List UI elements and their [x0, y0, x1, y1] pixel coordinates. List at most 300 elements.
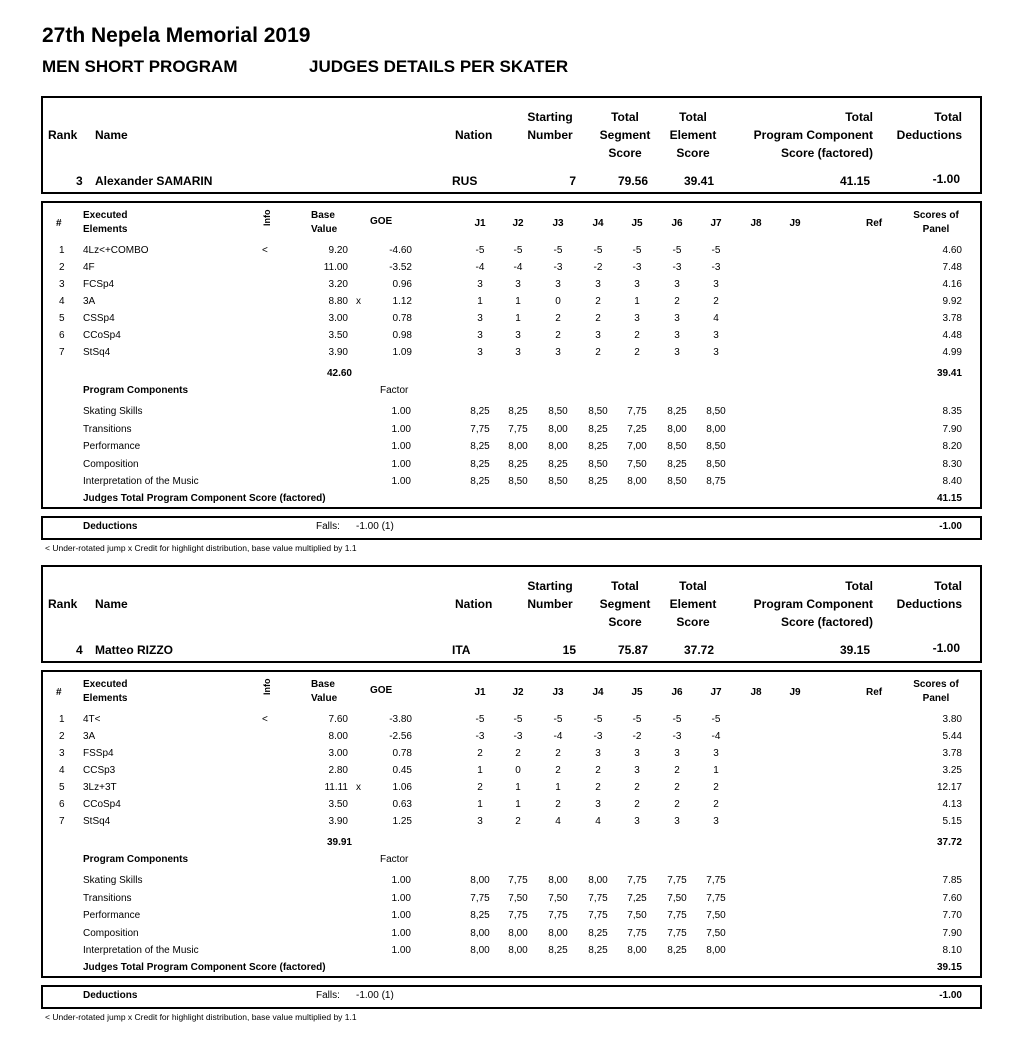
- skater-2-component-factor: 1.00: [391, 927, 411, 939]
- skater-1-start-number: 7: [569, 174, 576, 188]
- skater-2-element-base-value: 11.11: [324, 782, 348, 793]
- skater-1-element-judge-score: -3: [672, 262, 682, 273]
- skater-1-element-judge-score: 3: [674, 279, 680, 290]
- skater-1-name-header: Name: [95, 128, 128, 142]
- skater-2-element-num: 4: [59, 765, 65, 776]
- skater-1-component-factor: 1.00: [391, 458, 411, 470]
- skater-1-component-judge-score: 8,50: [548, 476, 568, 488]
- skater-2-element-goe: 0.45: [392, 765, 412, 776]
- skater-1-element-base-value: 3.20: [328, 279, 348, 290]
- skater-1-component-judge-score: 8,50: [667, 441, 687, 453]
- skater-1-element-judge-score: 3: [515, 347, 521, 358]
- skater-1-element-num: 2: [59, 262, 65, 273]
- skater-2-element-judge-score: 3: [713, 748, 719, 759]
- skater-1-component-judge-score: 7,25: [627, 423, 647, 435]
- skater-2-component-judge-score: 8,00: [508, 927, 528, 939]
- skater-2-factor-header: Factor: [380, 854, 409, 865]
- skater-1-nation-header: Nation: [455, 128, 493, 142]
- skater-2-component-judge-score: 8,25: [548, 945, 568, 957]
- skater-1-element-judge-score: 2: [555, 330, 561, 341]
- skater-1-element-judge-score: 3: [674, 347, 680, 358]
- skater-1-component-panel-score: 7.90: [942, 423, 962, 435]
- skater-2-element-goe: 0.63: [392, 799, 412, 810]
- skater-2-component-judge-score: 7,75: [588, 910, 608, 922]
- skater-1-judge-header-2: J2: [512, 218, 524, 229]
- skater-2-judge-header-9: J9: [789, 687, 801, 698]
- skater-1-element-num: 1: [59, 245, 65, 256]
- skater-1-element-judge-score: 3: [595, 330, 601, 341]
- skater-2-element-judge-score: -2: [632, 731, 642, 742]
- skater-2-judge-header-7: J7: [710, 687, 722, 698]
- skater-1-judge-header-8: J8: [750, 218, 762, 229]
- skater-1-element-judge-score: 3: [477, 313, 483, 324]
- skater-1-deductions-total: -1.00: [939, 521, 962, 532]
- skater-1-component-name: Interpretation of the Music: [83, 476, 199, 488]
- skater-1-component-factor: 1.00: [391, 476, 411, 488]
- skater-1-component-factor: 1.00: [391, 441, 411, 453]
- skater-2-element-panel-score: 4.13: [942, 799, 962, 810]
- skater-1-component-judge-score: 8,50: [706, 406, 726, 417]
- skater-2-component-factor: 1.00: [391, 892, 411, 904]
- skater-2-program-components-header: Program Components: [83, 854, 189, 865]
- skater-1-element-goe: -3.52: [389, 262, 412, 273]
- skater-2-element-goe: -2.56: [389, 731, 412, 742]
- skater-1-nation: RUS: [452, 174, 478, 188]
- skater-1-component-judge-score: 8,00: [627, 476, 647, 488]
- skater-1-pcs-header: Total Program Component Score (factored): [753, 110, 873, 160]
- skater-2-element-code: 3A: [83, 731, 96, 742]
- skater-2-element-judge-score: -5: [475, 714, 485, 725]
- skater-2-element-judge-score: -5: [711, 714, 721, 725]
- skater-2-component-judge-score: 7,50: [548, 892, 568, 904]
- skater-1-element-judge-score: -5: [672, 245, 682, 256]
- skater-2-component-judge-score: 8,00: [627, 945, 647, 957]
- skater-2-name: Matteo RIZZO: [95, 643, 173, 657]
- skater-2-element-judge-score: -3: [593, 731, 603, 742]
- skater-1-element-num: 7: [59, 347, 65, 358]
- skater-2-judge-header-3: J3: [552, 687, 564, 698]
- skater-1-element-panel-score: 4.16: [942, 279, 962, 290]
- skater-2-element-judge-score: -3: [672, 731, 682, 742]
- skater-1-component-judge-score: 7,00: [627, 441, 647, 453]
- skater-2-judge-header-1: J1: [474, 687, 486, 698]
- skater-1-element-num: 3: [59, 279, 65, 290]
- segment-title: MEN SHORT PROGRAM: [42, 57, 238, 76]
- skater-1-legend: < Under-rotated jump x Credit for highlight distribution, base value multiplied by 1.1: [45, 543, 357, 553]
- skater-1-component-judge-score: 8,00: [548, 441, 568, 453]
- skater-2-nation-header: Nation: [455, 597, 493, 611]
- skater-2-component-judge-score: 7,75: [548, 910, 568, 922]
- skater-1-falls-label: Falls:: [316, 521, 340, 532]
- skater-1-element-judge-score: 3: [674, 330, 680, 341]
- skater-1-element-code: StSq4: [83, 347, 111, 358]
- skater-2-element-score-total: 37.72: [936, 837, 962, 848]
- skater-2-element-panel-score: 3.25: [942, 765, 962, 776]
- skater-2-element-x-flag: x: [356, 782, 361, 793]
- skater-1-element-judge-score: -5: [513, 245, 523, 256]
- skater-2-element-panel-score: 3.80: [942, 714, 962, 725]
- skater-2-element-judge-score: 3: [634, 765, 640, 776]
- skater-2-component-judge-score: 8,00: [706, 945, 726, 957]
- skater-2-component-judge-score: 7,25: [627, 892, 647, 904]
- skater-2-deductions-total: -1.00: [939, 990, 962, 1001]
- skater-2-element-judge-score: 3: [674, 748, 680, 759]
- skater-2-element-num: 5: [59, 782, 65, 793]
- skater-1-element-judge-score: 2: [595, 313, 601, 324]
- skater-2-tss-header: Total Segment Score: [599, 579, 651, 629]
- skater-2-component-judge-score: 7,75: [627, 875, 647, 886]
- skater-2-element-base-value: 2.80: [328, 765, 348, 776]
- skater-1-element-panel-score: 4.99: [942, 347, 962, 358]
- skater-2-ref-header: Ref: [866, 687, 883, 698]
- skater-2-info-header: Info: [262, 678, 272, 695]
- skater-1-pcs: 41.15: [839, 174, 870, 188]
- skater-2-element-judge-score: 2: [634, 799, 640, 810]
- skater-1-element-code: 3A: [83, 296, 96, 307]
- skater-2-judges-total-label: Judges Total Program Component Score (factored): [83, 962, 326, 973]
- skater-1-element-judge-score: 3: [477, 347, 483, 358]
- skater-2-rank-header: Rank: [48, 597, 78, 611]
- skater-2-element-judge-score: 2: [555, 799, 561, 810]
- skater-2-start-number-header: Starting Number: [527, 579, 573, 611]
- skater-2-element-num: 2: [59, 731, 65, 742]
- skater-1-component-judge-score: 8,25: [667, 458, 687, 470]
- skater-2-executed-header: Executed Elements: [83, 679, 128, 704]
- skater-2-element-judge-score: 2: [634, 782, 640, 793]
- skater-1-component-judge-score: 8,25: [470, 441, 490, 453]
- skater-1-component-name: Transitions: [83, 423, 132, 435]
- skater-2-element-panel-score: 5.44: [942, 731, 962, 742]
- skater-1-element-judge-score: 3: [634, 279, 640, 290]
- skater-2-component-name: Performance: [83, 910, 141, 922]
- skater-1-component-judge-score: 7,75: [508, 423, 528, 435]
- skater-1-tes-header: Total Element Score: [669, 110, 717, 160]
- skater-2-element-judge-score: 2: [674, 782, 680, 793]
- skater-2-element-judge-score: -4: [553, 731, 563, 742]
- skater-2-element-base-value: 3.00: [328, 748, 348, 759]
- skater-2-element-judge-score: 1: [477, 799, 483, 810]
- skater-2-component-judge-score: 7,50: [667, 892, 687, 904]
- skater-1-element-code: 4Lz<+COMBO: [83, 245, 149, 256]
- skater-2-element-judge-score: -5: [553, 714, 563, 725]
- skater-1-component-judge-score: 8,50: [667, 476, 687, 488]
- skater-2-element-judge-score: 2: [477, 748, 483, 759]
- skater-1-component-name: Skating Skills: [83, 406, 143, 417]
- skater-2-element-judge-score: 2: [515, 816, 521, 827]
- skater-2-component-judge-score: 8,00: [548, 927, 568, 939]
- skater-2-pcs: 39.15: [839, 643, 870, 657]
- skater-2-component-judge-score: 8,00: [470, 875, 490, 886]
- skater-2-element-judge-score: -3: [513, 731, 523, 742]
- skater-2-element-judge-score: 2: [595, 765, 601, 776]
- skater-2-component-judge-score: 7,75: [508, 875, 528, 886]
- skater-1-element-panel-score: 9.92: [942, 296, 962, 307]
- skater-2-goe-header: GOE: [370, 685, 393, 696]
- skater-2-element-judge-score: 0: [515, 765, 521, 776]
- skater-1-element-judge-score: 3: [477, 279, 483, 290]
- skater-2-base-value-total: 39.91: [326, 837, 352, 848]
- skater-1-element-judge-score: 3: [634, 313, 640, 324]
- skater-1-start-number-header: Starting Number: [527, 110, 573, 142]
- skater-2-element-judge-score: 2: [595, 782, 601, 793]
- skater-1-element-panel-score: 7.48: [942, 262, 962, 273]
- skater-2-element-judge-score: -5: [672, 714, 682, 725]
- skater-2-element-judge-score: 1: [477, 765, 483, 776]
- skater-1-component-panel-score: 8.30: [942, 458, 962, 470]
- skater-2-element-judge-score: 2: [477, 782, 483, 793]
- skater-1-component-judge-score: 8,50: [706, 458, 726, 470]
- skater-1-element-goe: 0.96: [392, 279, 412, 290]
- skater-2-element-judge-score: 4: [555, 816, 561, 827]
- skater-2-element-judge-score: 2: [713, 782, 719, 793]
- skater-2-panel-header: Scores of Panel: [913, 679, 959, 704]
- skater-2-judge-header-8: J8: [750, 687, 762, 698]
- skater-1-goe-header: GOE: [370, 216, 393, 227]
- skater-1-element-judge-score: 1: [477, 296, 483, 307]
- skater-1-rank: 3: [76, 174, 83, 188]
- skater-1-component-judge-score: 8,50: [706, 441, 726, 453]
- skater-1-element-base-value: 3.00: [328, 313, 348, 324]
- skater-1-judge-header-1: J1: [474, 218, 486, 229]
- skater-1-element-judge-score: -5: [553, 245, 563, 256]
- skater-1-judge-header-6: J6: [671, 218, 683, 229]
- skater-2-judges-total-value: 39.15: [936, 962, 962, 973]
- skater-1-judge-header-5: J5: [631, 218, 643, 229]
- skater-1-element-judge-score: 3: [555, 347, 561, 358]
- skater-1-element-judge-score: 3: [713, 279, 719, 290]
- skater-2-component-judge-score: 7,75: [667, 910, 687, 922]
- skater-1-component-judge-score: 8,25: [588, 423, 608, 435]
- skater-2-element-judge-score: 3: [595, 748, 601, 759]
- skater-1-component-judge-score: 8,00: [706, 423, 726, 435]
- skater-1-component-judge-score: 8,50: [548, 406, 568, 417]
- skater-1-component-panel-score: 8.35: [942, 406, 962, 417]
- skater-2-component-judge-score: 7,75: [706, 892, 726, 904]
- skater-1-element-judge-score: -5: [475, 245, 485, 256]
- skater-1-component-judge-score: 8,25: [508, 458, 528, 470]
- skater-2-pcs-header: Total Program Component Score (factored): [753, 579, 873, 629]
- skater-1-component-judge-score: 8,25: [548, 458, 568, 470]
- skater-2-element-judge-score: 1: [713, 765, 719, 776]
- skater-2-component-judge-score: 8,25: [588, 927, 608, 939]
- skater-2-element-judge-score: 1: [515, 799, 521, 810]
- skater-1-component-panel-score: 8.20: [942, 441, 962, 453]
- skater-2-element-goe: 1.06: [392, 782, 412, 793]
- skater-2-element-goe: 0.78: [392, 748, 412, 759]
- skater-2-element-judge-score: 3: [595, 799, 601, 810]
- skater-2-component-judge-score: 7,75: [508, 910, 528, 922]
- skater-2-judge-header-4: J4: [592, 687, 604, 698]
- skater-2-element-judge-score: 3: [634, 748, 640, 759]
- skater-2-component-factor: 1.00: [391, 910, 411, 922]
- skater-1-element-base-value: 9.20: [328, 245, 348, 256]
- skater-1-judge-header-9: J9: [789, 218, 801, 229]
- skater-2-element-num: 1: [59, 714, 65, 725]
- skater-1-component-judge-score: 8,00: [508, 441, 528, 453]
- skater-2-component-judge-score: 7,75: [667, 875, 687, 886]
- skater-1-element-panel-score: 4.48: [942, 330, 962, 341]
- skater-1-element-judge-score: -5: [593, 245, 603, 256]
- skater-1-component-panel-score: 8.40: [942, 476, 962, 488]
- skater-2-component-factor: 1.00: [391, 875, 411, 886]
- skater-2-component-panel-score: 7.70: [942, 910, 962, 922]
- skater-1-element-judge-score: -3: [632, 262, 642, 273]
- skater-2-component-judge-score: 8,25: [667, 945, 687, 957]
- skater-2-element-judge-score: -5: [593, 714, 603, 725]
- skater-1-component-judge-score: 8,25: [588, 441, 608, 453]
- skater-1-element-x-flag: x: [356, 296, 361, 307]
- skater-1-element-judge-score: 3: [674, 313, 680, 324]
- skater-1-rank-header: Rank: [48, 128, 78, 142]
- skater-1-num-header: #: [56, 218, 62, 229]
- skater-1-info-header: Info: [262, 209, 272, 226]
- skater-1-element-goe: -4.60: [389, 245, 412, 256]
- skater-1-element-judge-score: 3: [713, 330, 719, 341]
- skater-2-component-factor: 1.00: [391, 945, 411, 957]
- skater-1-component-judge-score: 7,75: [627, 406, 647, 417]
- skater-2-element-panel-score: 3.78: [942, 748, 962, 759]
- skater-2-element-judge-score: 2: [674, 799, 680, 810]
- skater-1-component-name: Composition: [83, 458, 139, 470]
- skater-2-tss: 75.87: [617, 643, 648, 657]
- skater-1-element-judge-score: -3: [553, 262, 563, 273]
- skater-2-element-judge-score: 3: [477, 816, 483, 827]
- skater-2-tes: 37.72: [683, 643, 714, 657]
- skater-1-element-num: 4: [59, 296, 65, 307]
- skater-1-base-value-total: 42.60: [326, 368, 352, 379]
- skater-2-component-judge-score: 7,50: [627, 910, 647, 922]
- skater-2-element-judge-score: 3: [713, 816, 719, 827]
- skater-1-element-base-value: 3.90: [328, 347, 348, 358]
- skater-2-nation: ITA: [452, 643, 471, 657]
- skater-2-tes-header: Total Element Score: [669, 579, 717, 629]
- skater-1-judge-header-7: J7: [710, 218, 722, 229]
- skater-1-element-judge-score: -3: [711, 262, 721, 273]
- skater-1-element-judge-score: 2: [595, 347, 601, 358]
- skater-1-element-judge-score: 1: [515, 313, 521, 324]
- skater-2-deductions-label: Deductions: [83, 990, 138, 1001]
- skater-1-component-judge-score: 8,25: [470, 406, 490, 417]
- skater-2-rank: 4: [76, 643, 83, 657]
- skater-1-panel-header: Scores of Panel: [913, 210, 959, 235]
- skater-2-element-code: 4T<: [83, 714, 101, 725]
- skater-1-executed-header: Executed Elements: [83, 210, 128, 235]
- skater-1-element-code: CSSp4: [83, 313, 115, 324]
- skater-2-element-code: 3Lz+3T: [83, 782, 117, 793]
- skater-2-element-judge-score: 2: [713, 799, 719, 810]
- skater-1-element-base-value: 8.80: [328, 296, 348, 307]
- skater-2-element-base-value: 3.90: [328, 816, 348, 827]
- skater-1-component-name: Performance: [83, 441, 141, 453]
- skater-2-element-judge-score: -5: [632, 714, 642, 725]
- skater-1-element-code: 4F: [83, 262, 95, 273]
- skater-1-deductions-box: [41, 516, 982, 540]
- skater-2-legend: < Under-rotated jump x Credit for highlight distribution, base value multiplied by 1.1: [45, 1012, 357, 1022]
- skater-1-judges-total-value: 41.15: [936, 493, 962, 504]
- skater-1-element-judge-score: -5: [711, 245, 721, 256]
- skater-2-element-judge-score: -5: [513, 714, 523, 725]
- skater-1-element-judge-score: 3: [555, 279, 561, 290]
- skater-2-component-panel-score: 7.85: [942, 875, 962, 886]
- skater-2-component-panel-score: 7.90: [942, 927, 962, 939]
- skater-2-element-base-value: 7.60: [328, 714, 348, 725]
- skater-1-element-panel-score: 4.60: [942, 245, 962, 256]
- skater-1-component-factor: 1.00: [391, 406, 411, 417]
- skater-1-element-judge-score: 2: [555, 313, 561, 324]
- skater-2-component-judge-score: 8,25: [588, 945, 608, 957]
- skater-2-component-name: Skating Skills: [83, 875, 143, 886]
- skater-1-element-code: CCoSp4: [83, 330, 121, 341]
- skater-2-falls-label: Falls:: [316, 990, 340, 1001]
- skater-1-element-judge-score: 2: [595, 296, 601, 307]
- skater-1-ref-header: Ref: [866, 218, 883, 229]
- skater-1-component-judge-score: 8,25: [508, 406, 528, 417]
- skater-2-start-number: 15: [562, 643, 576, 657]
- skater-1-base-header: Base Value: [311, 210, 338, 235]
- skater-1-element-judge-score: 2: [634, 347, 640, 358]
- skater-1-tss-header: Total Segment Score: [599, 110, 651, 160]
- skater-1-element-goe: 1.09: [392, 347, 412, 358]
- skater-1-element-judge-score: 1: [634, 296, 640, 307]
- skater-2-judge-header-2: J2: [512, 687, 524, 698]
- skater-1-component-judge-score: 8,25: [588, 476, 608, 488]
- skater-1-judge-header-3: J3: [552, 218, 564, 229]
- skater-2-element-goe: -3.80: [389, 714, 412, 725]
- skater-1-element-judge-score: 3: [713, 347, 719, 358]
- skater-2-element-judge-score: 2: [555, 748, 561, 759]
- skater-2-component-name: Composition: [83, 927, 139, 939]
- skater-2-component-judge-score: 7,75: [706, 875, 726, 886]
- report-title: JUDGES DETAILS PER SKATER: [309, 57, 569, 76]
- skater-1-ded: -1.00: [932, 172, 960, 186]
- skater-2-element-judge-score: 3: [674, 816, 680, 827]
- skater-1-component-judge-score: 7,50: [627, 458, 647, 470]
- skater-1-name: Alexander SAMARIN: [95, 174, 213, 188]
- skater-2-component-judge-score: 7,50: [508, 892, 528, 904]
- skater-2-component-judge-score: 7,50: [706, 927, 726, 939]
- skater-1-element-goe: 0.78: [392, 313, 412, 324]
- skater-1-component-judge-score: 8,00: [667, 423, 687, 435]
- skater-2-element-judge-score: 2: [555, 765, 561, 776]
- skater-2-component-name: Interpretation of the Music: [83, 945, 199, 957]
- skater-1-element-goe: 1.12: [392, 296, 412, 307]
- skater-1-element-base-value: 3.50: [328, 330, 348, 341]
- skater-2-component-judge-score: 8,00: [588, 875, 608, 886]
- skater-2-component-judge-score: 7,75: [627, 927, 647, 939]
- skater-2-element-judge-score: 2: [674, 765, 680, 776]
- skater-1-component-judge-score: 8,25: [470, 476, 490, 488]
- skater-2-element-num: 6: [59, 799, 65, 810]
- skater-1-component-factor: 1.00: [391, 423, 411, 435]
- skater-1-element-judge-score: -5: [632, 245, 642, 256]
- skater-2-component-judge-score: 8,00: [470, 927, 490, 939]
- skater-2-component-judge-score: 7,75: [588, 892, 608, 904]
- skater-1-element-judge-score: 2: [674, 296, 680, 307]
- skater-1-component-judge-score: 8,75: [706, 476, 726, 488]
- skater-2-ded: -1.00: [932, 641, 960, 655]
- skater-2-judge-header-5: J5: [631, 687, 643, 698]
- skater-2-element-num: 7: [59, 816, 65, 827]
- skater-1-component-judge-score: 8,50: [588, 458, 608, 470]
- skater-1-element-judge-score: -4: [475, 262, 485, 273]
- skater-2-element-judge-score: 1: [555, 782, 561, 793]
- skater-1-element-num: 5: [59, 313, 65, 324]
- skater-1-program-components-header: Program Components: [83, 385, 189, 396]
- skater-1-element-judge-score: 0: [555, 296, 561, 307]
- skater-2-element-judge-score: 1: [515, 782, 521, 793]
- skater-1-factor-header: Factor: [380, 385, 409, 396]
- skater-1-judges-total-label: Judges Total Program Component Score (factored): [83, 493, 326, 504]
